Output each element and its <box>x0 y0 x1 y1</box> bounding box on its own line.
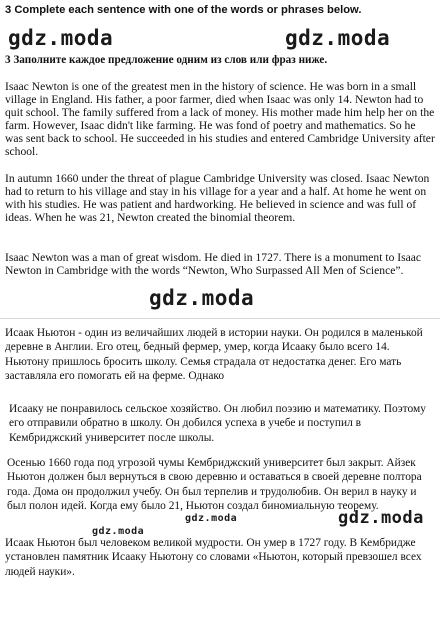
watermark-top-right: gdz.moda <box>285 26 391 50</box>
russian-paragraph-2: Исааку не понравилось сельское хозяйство. Он любил поэзию и математику. Поэтому его отправили обратно в школу. Он добился успеха в учебе и поступил в Кембриджский университет после школы. <box>9 403 426 444</box>
russian-paragraph-1: Исаак Ньютон - один из величайших людей в истории науки. Он родился в маленькой деревне в Англии. Его отец, бедный фермер, умер, когда Исааку было всего 14. Ньютону пришлось бросить школу. Семья страдала от недостатка денег. Его мать заставляла его помогать ей на ферме. Однако <box>5 327 423 382</box>
watermark-small-left: gdz.moda <box>92 526 145 537</box>
russian-paragraph-4: Исаак Ньютон был человеком великой мудрости. Он умер в 1727 году. В Кембридже установлен памятник Исааку Ньютону со словами «Ньютон, который превзошел всех людей науки». <box>5 537 422 578</box>
exercise-heading-russian: 3 Заполните каждое предложение одним из слов или фраз ниже. <box>5 54 328 66</box>
exercise-heading-english: 3 Complete each sentence with one of the words or phrases below. <box>5 4 362 16</box>
english-paragraph-2: In autumn 1660 under the threat of plague Cambridge University was closed. Isaac Newton had to return to his village and stay in his village for a year and a half. At home he went on with his studies. He was patient and hardworking. He believed in science and was full of ideas. When he was 21, Newton created the binomial theorem. <box>5 172 430 225</box>
english-paragraph-3: Isaac Newton was a man of great wisdom. He died in 1727. There is a monument to Isaac Newton in Cambridge with the words “Newton, Who Surpassed All Men of Science”. <box>5 251 422 278</box>
watermark-bottom-right: gdz.moda <box>338 508 424 528</box>
watermark-top-left: gdz.moda <box>8 26 114 50</box>
watermark-small-center: gdz.moda <box>185 513 238 524</box>
divider <box>0 318 440 319</box>
russian-paragraph-3: Осенью 1660 года под угрозой чумы Кембриджский университет был закрыт. Айзек Ньютон должен был вернуться в свою деревню и оставаться в своей деревне полтора года. Дома он продолжил учебу. Он был терпелив и трудолюбив. Он верил в науку и был полон идей. Когда ему было 21, Ньютон создал биномиальную теорему. <box>7 457 422 512</box>
watermark-middle: gdz.moda <box>149 286 255 310</box>
english-paragraph-1: Isaac Newton is one of the greatest men in the history of science. He was born in a small village in England. His father, a poor farmer, died when Isaac was only 14. Newton had to quit school. The family suffered from a lack of money. His mother made him help her on the farm. However, Isaac didn't like farming. He was fond of poetry and mathematics. So he was sent back to school. He succeeded in his studies and entered Cambridge University after school. <box>5 80 435 159</box>
